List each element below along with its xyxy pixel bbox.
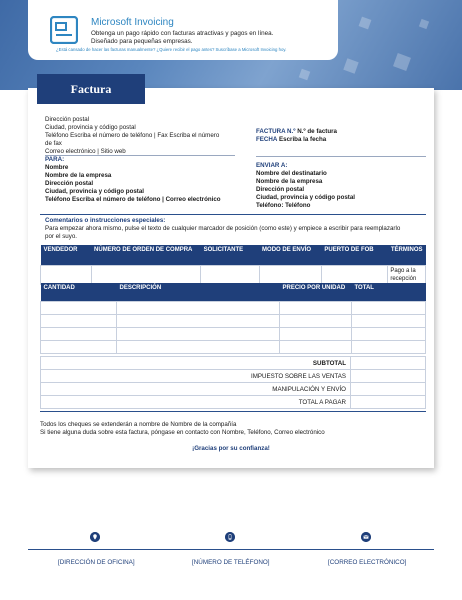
promo-link[interactable]: ¿Está cansado de hacer las facturas manualmente? ¿Quiere recibir el pago antes? Suscríbase a Microsoft Invoicing hoy. bbox=[56, 47, 287, 52]
col-requester: SOLICITANTE bbox=[201, 245, 259, 265]
ship-to-name: Nombre del destinatario bbox=[256, 170, 327, 177]
footer-divider bbox=[28, 549, 434, 550]
invoice-date: FECHA Escriba la fecha bbox=[256, 136, 327, 143]
brand-name: Microsoft Invoicing bbox=[91, 17, 174, 28]
comments-text[interactable]: Para empezar ahora mismo, pulse el texto de cualquier marcador de posición (como este) y empiece a escribir para reemplazarlo bbox=[45, 225, 401, 232]
footer-email: [CORREO ELECTRÓNICO] bbox=[328, 559, 407, 566]
item-unit-price[interactable] bbox=[280, 314, 352, 327]
sales-tax-label: IMPUESTO SOBRE LAS VENTAS bbox=[41, 370, 351, 383]
shipping-label: MANIPULACIÓN Y ENVÍO bbox=[41, 383, 351, 396]
item-description[interactable] bbox=[117, 340, 280, 353]
comments-text-cont[interactable]: por el suyo. bbox=[45, 233, 77, 240]
col-total: TOTAL bbox=[352, 283, 426, 301]
item-description[interactable] bbox=[117, 327, 280, 340]
item-unit-price[interactable] bbox=[280, 340, 352, 353]
bill-to-city: Ciudad, provincia y código postal bbox=[45, 188, 145, 195]
fob-cell[interactable] bbox=[321, 265, 387, 284]
promo-tagline: Obtenga un pago rápido con facturas atractivas y pagos en línea. bbox=[91, 30, 274, 37]
shipping-value[interactable] bbox=[351, 383, 426, 396]
sender-phone: Teléfono Escriba el número de teléfono | Fax Escriba el número bbox=[45, 132, 220, 139]
col-unit-price: PRECIO POR UNIDAD bbox=[280, 283, 352, 301]
order-info-table bbox=[40, 245, 426, 285]
bill-to-phone: Teléfono Escriba el número de teléfono | Correo electrónico bbox=[45, 196, 221, 203]
subtotal-label: SUBTOTAL bbox=[41, 357, 351, 370]
phone-icon bbox=[225, 532, 235, 542]
col-po-number: NÚMERO DE ORDEN DE COMPRA bbox=[91, 245, 201, 265]
footer-phone: [NÚMERO DE TELÉFONO] bbox=[192, 559, 270, 566]
item-total[interactable] bbox=[352, 301, 426, 314]
item-quantity[interactable] bbox=[41, 314, 117, 327]
col-fob: PUERTO DE FOB bbox=[321, 245, 387, 265]
subtotal-value[interactable] bbox=[351, 357, 426, 370]
location-pin-icon bbox=[90, 532, 100, 542]
col-vendor: VENDEDOR bbox=[41, 245, 92, 265]
thanks-message: ¡Gracias por su confianza! bbox=[192, 445, 270, 452]
col-description: DESCRIPCIÓN bbox=[117, 283, 280, 301]
invoice-logo-icon bbox=[50, 16, 78, 44]
sender-fax: de fax bbox=[45, 140, 62, 147]
bill-to-company: Nombre de la empresa bbox=[45, 172, 112, 179]
invoice-title: Factura bbox=[37, 74, 145, 104]
item-quantity[interactable] bbox=[41, 340, 117, 353]
col-quantity: CANTIDAD bbox=[41, 283, 117, 301]
bill-to-name: Nombre bbox=[45, 164, 69, 171]
terms-cell[interactable]: Pago a la recepción bbox=[388, 265, 426, 284]
col-ship-method: MODO DE ENVÍO bbox=[259, 245, 321, 265]
comments-label: Comentarios o instrucciones especiales: bbox=[45, 217, 166, 224]
ship-method-cell[interactable] bbox=[259, 265, 321, 284]
item-unit-price[interactable] bbox=[280, 301, 352, 314]
item-quantity[interactable] bbox=[41, 301, 117, 314]
sender-city: Ciudad, provincia y código postal bbox=[45, 124, 136, 131]
ship-to-phone: Teléfono: Teléfono bbox=[256, 202, 311, 209]
total-due-value[interactable] bbox=[351, 396, 426, 409]
checks-note: Todos los cheques se extenderán a nombre de Nombre de la compañía bbox=[40, 421, 237, 428]
item-description[interactable] bbox=[117, 314, 280, 327]
ship-to-company: Nombre de la empresa bbox=[256, 178, 323, 185]
ship-to-city: Ciudad, provincia y código postal bbox=[256, 194, 356, 201]
invoice-number: FACTURA N.º N.º de factura bbox=[256, 128, 337, 135]
ship-to-address: Dirección postal bbox=[256, 186, 305, 193]
total-due-label: TOTAL A PAGAR bbox=[41, 396, 351, 409]
item-quantity[interactable] bbox=[41, 327, 117, 340]
requester-cell[interactable] bbox=[201, 265, 259, 284]
bill-to-address: Dirección postal bbox=[45, 180, 94, 187]
bill-to-label: PARA: bbox=[45, 156, 65, 163]
item-description[interactable] bbox=[117, 301, 280, 314]
footer-office-address: [DIRECCIÓN DE OFICINA] bbox=[58, 559, 135, 566]
col-terms: TÉRMINOS bbox=[388, 245, 426, 265]
promo-card bbox=[28, 0, 338, 60]
items-table bbox=[40, 283, 426, 354]
sender-address: Dirección postal bbox=[45, 116, 90, 123]
sender-email-web: Correo electrónico | Sitio web bbox=[45, 148, 126, 155]
item-total[interactable] bbox=[352, 340, 426, 353]
contact-note: Si tiene alguna duda sobre esta factura, póngase en contacto con Nombre, Teléfono, Correo electrónico bbox=[40, 429, 325, 436]
sales-tax-value[interactable] bbox=[351, 370, 426, 383]
vendor-cell[interactable] bbox=[41, 265, 92, 284]
item-total[interactable] bbox=[352, 327, 426, 340]
email-icon bbox=[361, 532, 371, 542]
promo-subtitle: Diseñado para pequeñas empresas. bbox=[91, 38, 193, 45]
item-total[interactable] bbox=[352, 314, 426, 327]
item-unit-price[interactable] bbox=[280, 327, 352, 340]
totals-table bbox=[40, 356, 426, 409]
po-number-cell[interactable] bbox=[91, 265, 201, 284]
ship-to-label: ENVIAR A: bbox=[256, 162, 288, 169]
